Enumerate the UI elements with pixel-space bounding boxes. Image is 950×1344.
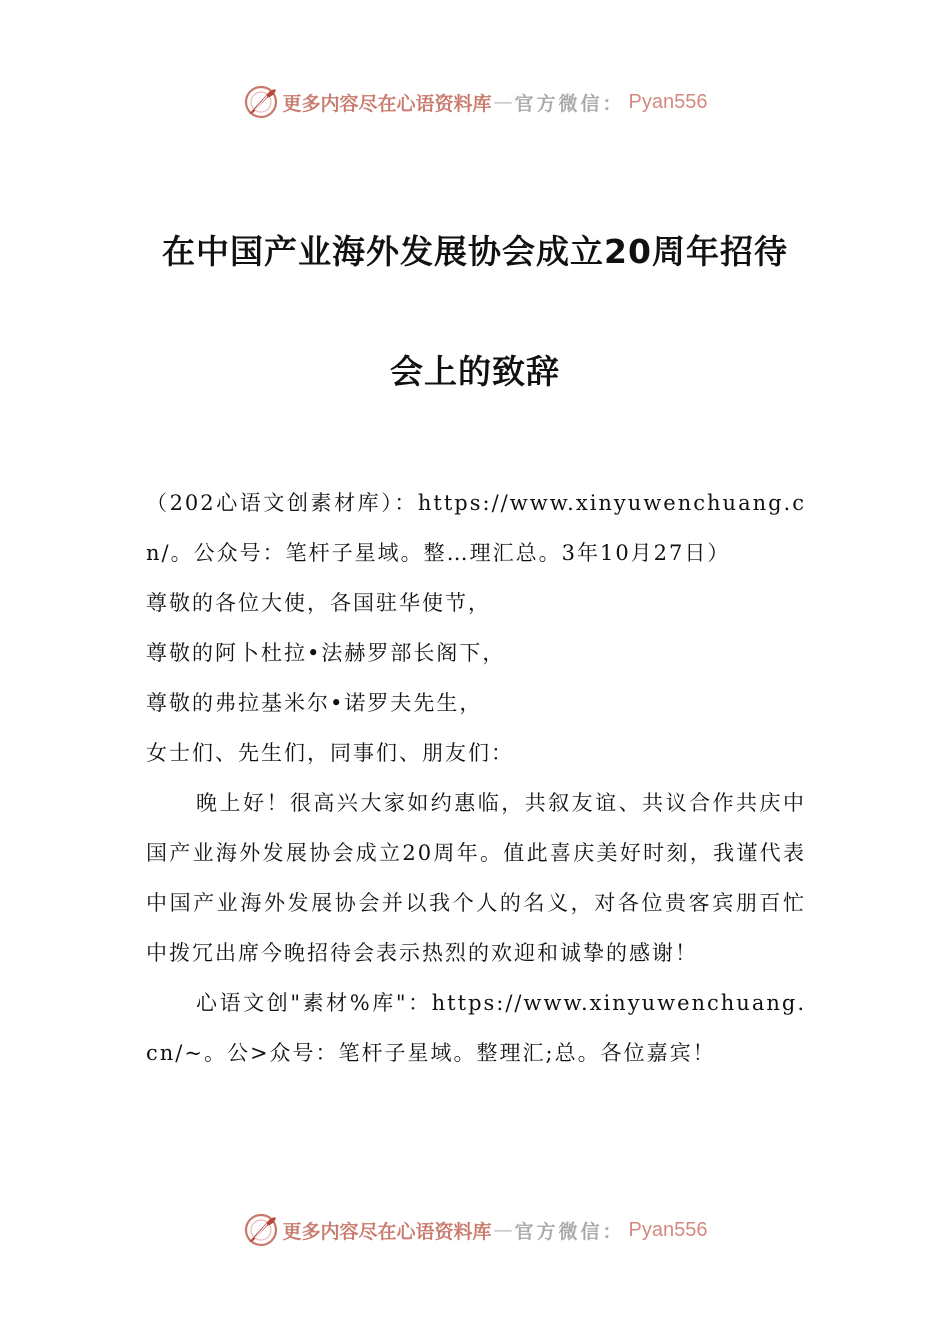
salutation-line: 尊敬的阿卜杜拉•法赫罗部长阁下， (146, 641, 506, 665)
site-slogan: 更多内容尽在心语资料库 (282, 92, 492, 115)
salutation-line: 尊敬的各位大使，各国驻华使节， (146, 591, 491, 615)
site-slogan: 更多内容尽在心语资料库 (282, 1220, 492, 1243)
wechat-id: Pyan556 (628, 1218, 708, 1241)
document-title-line-1: 在中国产业海外发展协会成立20周年招待 (162, 232, 788, 271)
banner-dash: — (493, 1219, 513, 1241)
body-paragraph: 晚上好！很高兴大家如约惠临，共叙友谊、共议合作共庆中国产业海外发展协会成立20周年。值此喜庆美好时刻，我谨代表中国产业海外发展协会并以我个人的名义，对各位贵客宾朋百忙中拨冗出席今晚招待会表示热烈的欢迎和诚挚的感谢！ (146, 791, 806, 965)
source-reference: （202心语文创素材库）：https://www.xinyuwenchuang.cn/。公众号：笔杆子星域。整…理汇总。3年10月27日） (146, 491, 806, 565)
quill-pen-logo-icon (243, 1212, 279, 1248)
wechat-label: 官方微信： (514, 92, 625, 115)
banner-dash: — (493, 91, 513, 113)
wechat-id: Pyan556 (628, 90, 708, 113)
quill-pen-logo-icon (243, 84, 279, 120)
footer-banner (0, 1208, 950, 1252)
header-banner (0, 80, 950, 124)
document-title-line-2: 会上的致辞 (390, 352, 560, 391)
salutation-line: 尊敬的弗拉基米尔•诺罗夫先生， (146, 691, 483, 715)
body-paragraph: 心语文创"素材%库"：https://www.xinyuwenchuang.cn/~。公>众号：笔杆子星域。整理汇;总。各位嘉宾！ (146, 991, 806, 1065)
salutation-line: 女士们、先生们，同事们、朋友们： (146, 741, 514, 765)
document-body (146, 478, 806, 1078)
wechat-label: 官方微信： (514, 1220, 625, 1243)
